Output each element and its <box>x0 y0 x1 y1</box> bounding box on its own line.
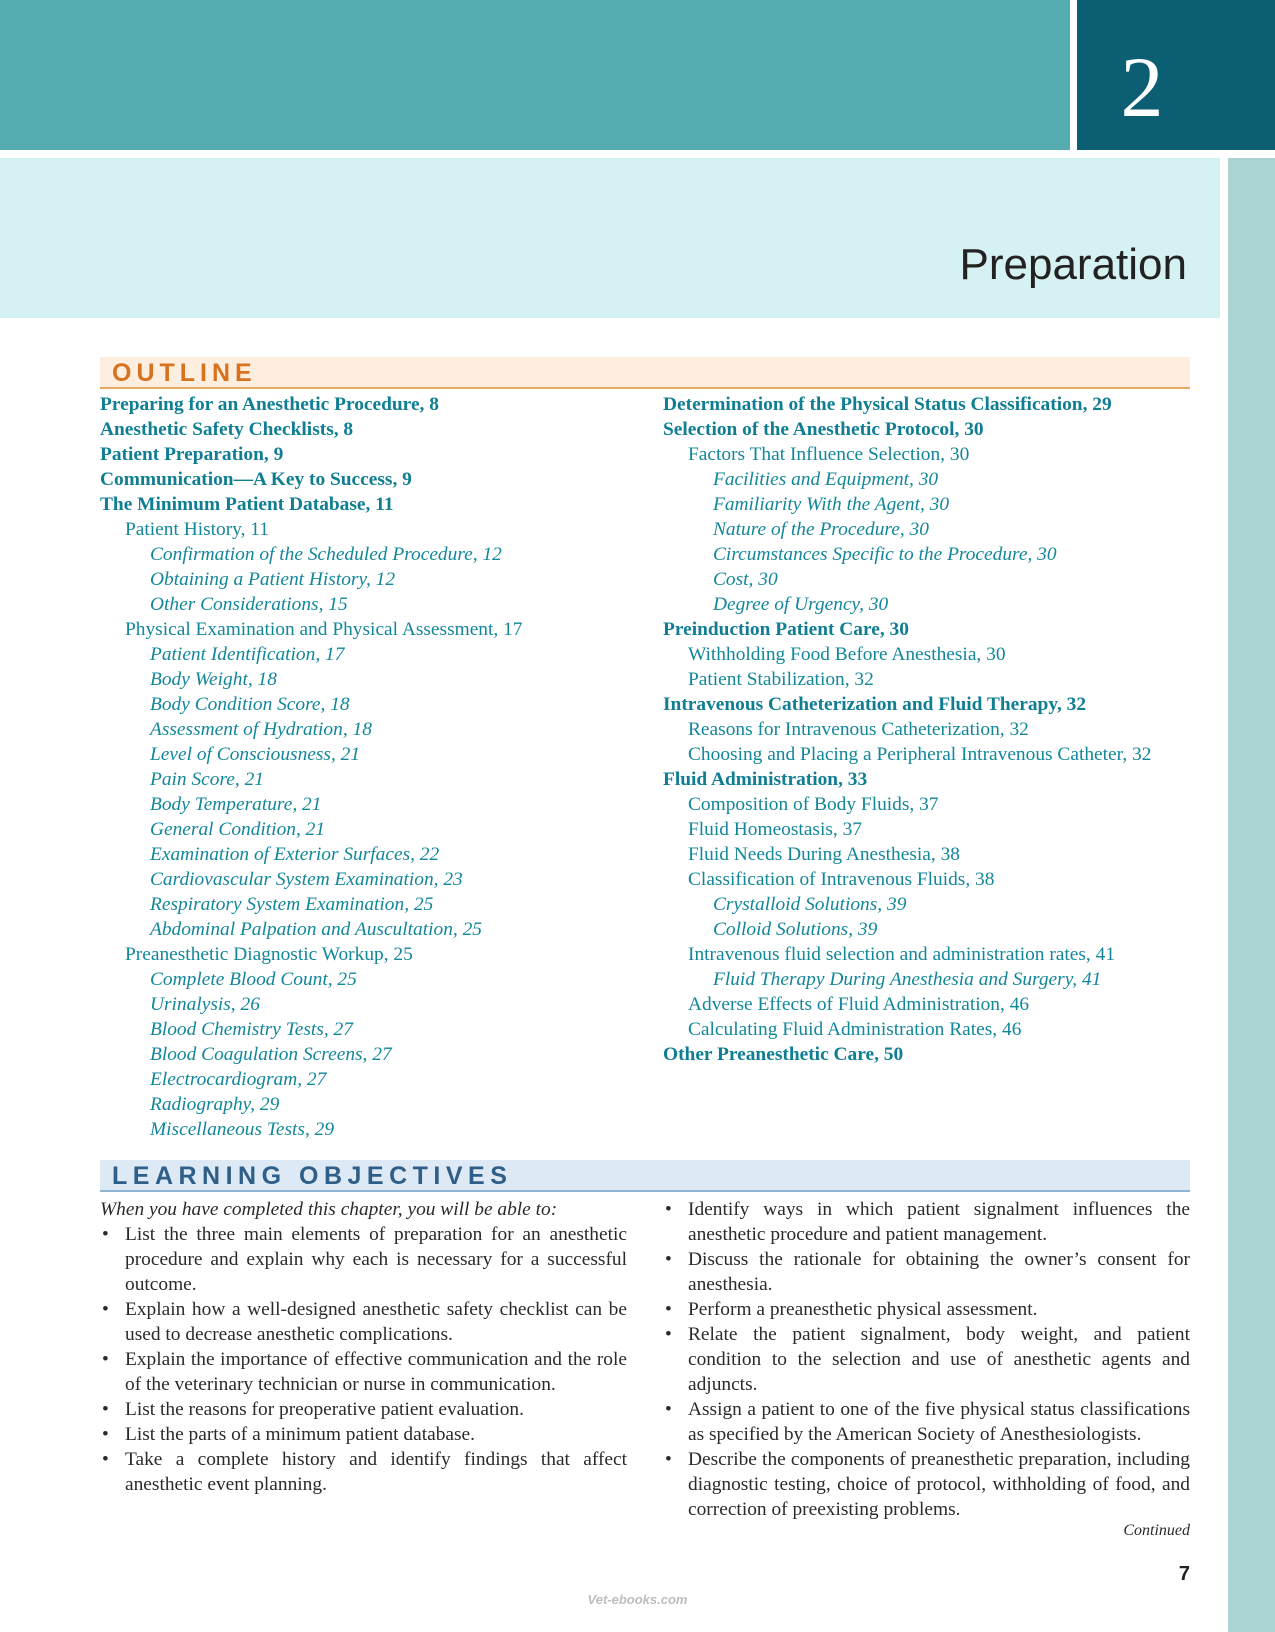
outline-item: Preanesthetic Diagnostic Workup, 25 <box>125 944 413 965</box>
objective-text: List the three main elements of preparation for an anesthetic procedure and explain why each is necessary for a successful outcome. <box>125 1224 627 1295</box>
bullet-icon: • <box>102 1224 109 1245</box>
objective-item <box>663 1397 1190 1447</box>
objective-item <box>100 1422 627 1447</box>
objective-item <box>100 1397 627 1422</box>
outline-item: Confirmation of the Scheduled Procedure, 12 <box>150 544 502 565</box>
outline-item: Facilities and Equipment, 30 <box>713 469 939 490</box>
bullet-icon: • <box>665 1399 672 1420</box>
outline-item: Level of Consciousness, 21 <box>150 744 361 765</box>
objective-text: Describe the components of preanesthetic preparation, including diagnostic testing, choice of protocol, withholding of food, and correction of preexisting problems. <box>688 1449 1190 1520</box>
bullet-icon: • <box>102 1449 109 1470</box>
objective-item <box>100 1347 627 1397</box>
outline-item: General Condition, 21 <box>150 819 326 840</box>
outline-item: Obtaining a Patient History, 12 <box>150 569 396 590</box>
outline-item: Other Preanesthetic Care, 50 <box>663 1044 904 1065</box>
outline-item: Adverse Effects of Fluid Administration, 46 <box>688 994 1030 1015</box>
outline-item: Calculating Fluid Administration Rates, 46 <box>688 1019 1022 1040</box>
chapter-number: 2 <box>1120 39 1164 135</box>
objective-text: Assign a patient to one of the five physical status classifications as specified by the American Society of Anesthesiologists. <box>688 1399 1190 1445</box>
outline-item: Fluid Therapy During Anesthesia and Surgery, 41 <box>713 969 1102 990</box>
outline-item: Fluid Homeostasis, 37 <box>688 819 862 840</box>
objective-text: Take a complete history and identify findings that affect anesthetic event planning. <box>125 1449 627 1495</box>
outline-item: Fluid Administration, 33 <box>663 769 868 790</box>
bullet-icon: • <box>665 1249 672 1270</box>
outline-item: The Minimum Patient Database, 11 <box>100 494 394 515</box>
objective-item <box>100 1297 627 1347</box>
title-band <box>0 158 1220 318</box>
bullet-icon: • <box>102 1399 109 1420</box>
page-number: 7 <box>1178 1563 1190 1585</box>
outline-item: Preparing for an Anesthetic Procedure, 8 <box>100 394 439 415</box>
outline-item: Intravenous fluid selection and administration rates, 41 <box>688 944 1116 965</box>
outline-item: Electrocardiogram, 27 <box>150 1069 327 1090</box>
outline-item: Complete Blood Count, 25 <box>150 969 357 990</box>
outline-item: Patient Identification, 17 <box>150 644 345 665</box>
outline-item: Patient Stabilization, 32 <box>688 669 874 690</box>
chapter-title: Preparation <box>959 240 1187 289</box>
bullet-icon: • <box>102 1299 109 1320</box>
outline-item: Cost, 30 <box>713 569 778 590</box>
outline-left-column <box>100 392 640 1142</box>
outline-item: Nature of the Procedure, 30 <box>713 519 929 540</box>
outline-item: Communication—A Key to Success, 9 <box>100 469 412 490</box>
objective-item <box>663 1322 1190 1397</box>
objective-text: List the reasons for preoperative patient evaluation. <box>125 1399 524 1420</box>
outline-right-column <box>663 392 1203 1067</box>
outline-item: Reasons for Intravenous Catheterization, 32 <box>688 719 1029 740</box>
bullet-icon: • <box>665 1299 672 1320</box>
outline-item: Selection of the Anesthetic Protocol, 30 <box>663 419 984 440</box>
objective-item <box>663 1447 1190 1522</box>
outline-item: Patient Preparation, 9 <box>100 444 284 465</box>
outline-item: Circumstances Specific to the Procedure, 30 <box>713 544 1057 565</box>
objective-item <box>663 1197 1190 1247</box>
outline-item: Examination of Exterior Surfaces, 22 <box>150 844 440 865</box>
bullet-icon: • <box>102 1424 109 1445</box>
outline-item: Choosing and Placing a Peripheral Intravenous Catheter, 32 <box>688 744 1152 765</box>
outline-item: Assessment of Hydration, 18 <box>150 719 372 740</box>
bullet-icon: • <box>102 1349 109 1370</box>
objective-item <box>100 1222 627 1297</box>
outline-item: Composition of Body Fluids, 37 <box>688 794 939 815</box>
outline-item: Familiarity With the Agent, 30 <box>713 494 950 515</box>
outline-item: Body Condition Score, 18 <box>150 694 350 715</box>
objective-text: Explain the importance of effective communication and the role of the veterinary technician or nurse in communication. <box>125 1349 627 1395</box>
objective-text: List the parts of a minimum patient database. <box>125 1424 476 1445</box>
objectives-intro: When you have completed this chapter, you will be able to: <box>100 1199 558 1220</box>
outline-item: Blood Chemistry Tests, 27 <box>150 1019 353 1040</box>
outline-item: Anesthetic Safety Checklists, 8 <box>100 419 354 440</box>
outline-heading: OUTLINE <box>100 357 1190 389</box>
outline-item: Colloid Solutions, 39 <box>713 919 878 940</box>
outline-item: Other Considerations, 15 <box>150 594 348 615</box>
outline-item: Blood Coagulation Screens, 27 <box>150 1044 392 1065</box>
outline-item: Respiratory System Examination, 25 <box>150 894 434 915</box>
bullet-icon: • <box>665 1324 672 1345</box>
objective-text: Identify ways in which patient signalment influences the anesthetic procedure and patient management. <box>688 1199 1190 1245</box>
objective-item <box>663 1297 1190 1322</box>
outline-item: Urinalysis, 26 <box>150 994 260 1015</box>
objectives-right-column <box>663 1197 1190 1522</box>
outline-item: Preinduction Patient Care, 30 <box>663 619 909 640</box>
outline-item: Miscellaneous Tests, 29 <box>150 1119 335 1140</box>
outline-item: Physical Examination and Physical Assessment, 17 <box>125 619 523 640</box>
objective-text: Perform a preanesthetic physical assessment. <box>688 1299 1038 1320</box>
outline-item: Fluid Needs During Anesthesia, 38 <box>688 844 960 865</box>
watermark-logo: Vet-ebooks.com <box>587 1592 688 1607</box>
outline-item: Abdominal Palpation and Auscultation, 25 <box>150 919 482 940</box>
objective-text: Discuss the rationale for obtaining the owner’s consent for anesthesia. <box>688 1249 1190 1295</box>
bullet-icon: • <box>665 1199 672 1220</box>
outline-item: Patient History, 11 <box>125 519 269 540</box>
outline-item: Determination of the Physical Status Classification, 29 <box>663 394 1112 415</box>
continued-note: Continued <box>1123 1522 1190 1539</box>
outline-item: Crystalloid Solutions, 39 <box>713 894 907 915</box>
objective-text: Explain how a well-designed anesthetic safety checklist can be used to decrease anesthetic complications. <box>125 1299 627 1345</box>
bullet-icon: • <box>665 1449 672 1470</box>
outline-item: Classification of Intravenous Fluids, 38 <box>688 869 995 890</box>
outline-item: Factors That Influence Selection, 30 <box>688 444 970 465</box>
outline-item: Degree of Urgency, 30 <box>713 594 889 615</box>
outline-item: Cardiovascular System Examination, 23 <box>150 869 463 890</box>
header-band <box>0 0 1070 150</box>
outline-item: Radiography, 29 <box>150 1094 280 1115</box>
outline-item: Body Weight, 18 <box>150 669 277 690</box>
outline-item: Intravenous Catheterization and Fluid Therapy, 32 <box>663 694 1087 715</box>
outline-item: Pain Score, 21 <box>150 769 264 790</box>
objectives-left-column <box>100 1197 627 1497</box>
side-strip <box>1228 158 1275 1632</box>
learning-objectives-heading: LEARNING OBJECTIVES <box>100 1160 1190 1192</box>
outline-item: Withholding Food Before Anesthesia, 30 <box>688 644 1006 665</box>
objective-item <box>663 1247 1190 1297</box>
objective-item <box>100 1447 627 1497</box>
outline-item: Body Temperature, 21 <box>150 794 322 815</box>
objective-text: Relate the patient signalment, body weight, and patient condition to the selection and use of anesthetic agents and adjuncts. <box>688 1324 1190 1395</box>
